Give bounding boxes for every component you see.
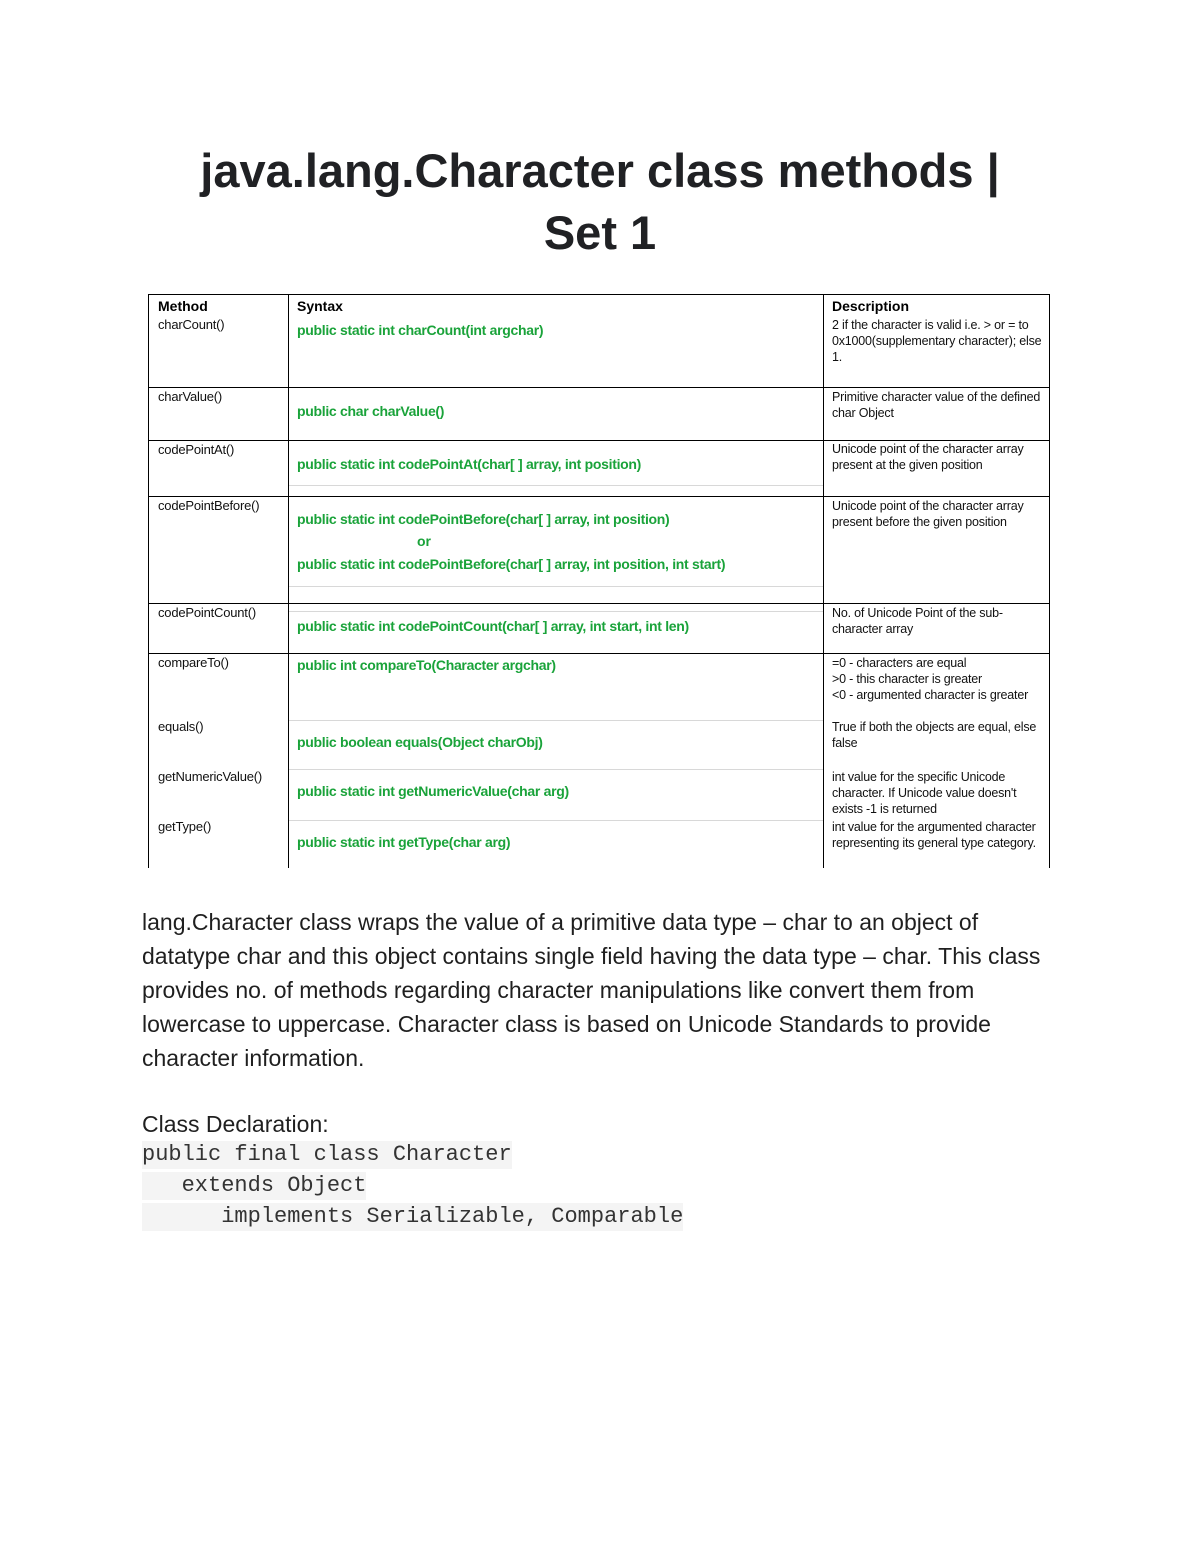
header-method: Method [158,298,208,314]
method-syntax: public static int getNumericValue(char arg) [297,783,569,799]
row-divider [289,769,823,770]
class-declaration-label: Class Declaration: [142,1111,329,1137]
method-name: charValue() [158,389,223,404]
row-divider [149,603,1049,604]
method-description: Primitive character value of the defined char Object [832,390,1041,420]
row-divider [149,387,1049,388]
method-syntax: public static int codePointAt(char[ ] array, int position) [297,456,642,472]
method-name: compareTo() [158,655,229,670]
syntax-or: or [417,533,431,549]
row-divider [289,720,823,721]
method-name: codePointCount() [158,605,256,620]
intro-paragraph: lang.Character class wraps the value of a primitive data type – char to an object of datatype char and this object contains single field having the data type – char. This class provides no. of methods regarding character manipulations like convert them from lowercase to uppercase. Character class is based on Unicode Standards to provide character information. [142,909,1041,1071]
code-line: extends Object [142,1173,367,1198]
row-divider [149,496,1049,497]
page-title [150,140,1050,264]
row-divider [149,653,1049,654]
title-line-1: java.lang.Character class methods | [200,144,1000,197]
method-name: equals() [158,719,204,734]
method-description: 2 if the character is valid i.e. > or = to 0x1000(supplementary character); else 1. [832,318,1042,364]
method-name: getType() [158,819,212,834]
method-syntax: public int compareTo(Character argchar) [297,657,556,673]
method-description: =0 - characters are equal >0 - this character is greater <0 - argumented character is greater [832,656,1029,702]
header-syntax: Syntax [297,298,343,314]
method-description: Unicode point of the character array present at the given position [832,442,1024,472]
row-divider [289,586,823,587]
column-divider [288,295,289,868]
method-syntax: public static int charCount(int argchar) [297,322,544,338]
method-syntax: public static int codePointCount(char[ ] array, int start, int len) [297,618,689,634]
row-divider [289,485,823,486]
row-divider [289,820,823,821]
code-line: implements Serializable, Comparable [142,1204,684,1229]
title-line-2: Set 1 [543,206,657,259]
method-description: int value for the argumented character representing its general type category. [832,820,1036,850]
method-name: getNumericValue() [158,769,263,784]
methods-table [148,294,1050,868]
code-line: public final class Character [142,1142,512,1167]
method-description: Unicode point of the character array present before the given position [832,499,1024,529]
row-divider [289,611,823,612]
method-syntax: public static int codePointBefore(char[ ] array, int position) [297,511,670,527]
method-name: codePointBefore() [158,498,260,513]
method-description: True if both the objects are equal, else false [832,720,1037,750]
header-description: Description [832,298,910,314]
method-name: charCount() [158,317,225,332]
method-syntax: public static int getType(char arg) [297,834,511,850]
method-syntax: public char charValue() [297,403,445,419]
method-description: int value for the specific Unicode character. If Unicode value doesn't exists -1 is returned [832,770,1017,816]
method-description: No. of Unicode Point of the sub-character array [832,606,1003,636]
method-name: codePointAt() [158,442,235,457]
method-syntax-alt: public static int codePointBefore(char[ ] array, int position, int start) [297,556,726,572]
method-syntax: public boolean equals(Object charObj) [297,734,543,750]
column-divider [823,295,824,868]
